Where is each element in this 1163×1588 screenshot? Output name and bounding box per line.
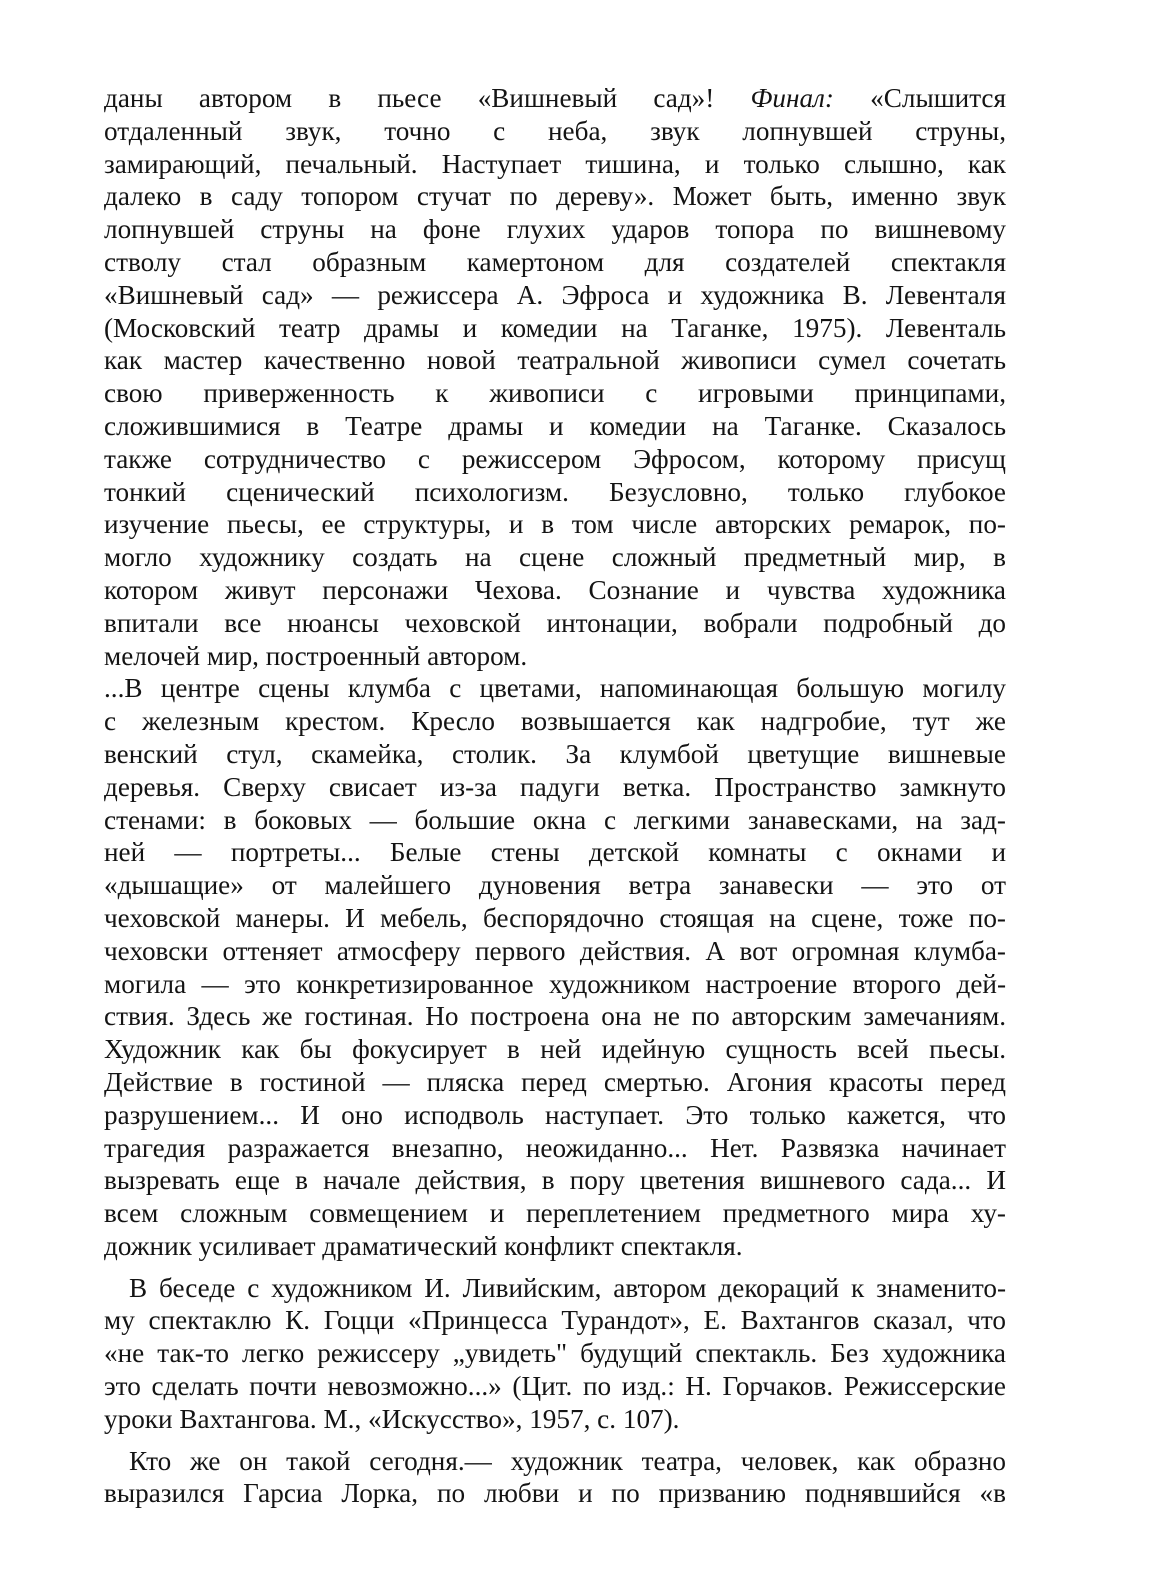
text-line: [104, 82, 1006, 115]
italic-word: Финал:: [750, 83, 834, 113]
text-line: лопнувшей струны на фоне глухих ударов топора по вишневому: [104, 214, 1006, 245]
text-line: разрушением... И оно исподволь наступает. Это только кажется, что: [104, 1099, 1006, 1130]
text-line: ...В центре сцены клумба с цветами, напоминающая большую могилу: [104, 673, 1006, 704]
text-line: дожник усиливает драматический конфликт спектакля.: [104, 1230, 743, 1261]
text-line: замирающий, печальный. Наступает тишина, и только слышно, как: [104, 148, 1006, 179]
text-line: уроки Вахтангова. М., «Искусство», 1957, с. 107).: [104, 1403, 680, 1434]
text-line: отдаленный звук, точно с неба, звук лопнувшей струны,: [104, 115, 1006, 146]
text-line: чеховски оттеняет атмосферу первого действия. А вот огромная клумба-: [104, 935, 1006, 966]
text-line: свою приверженность к живописи с игровыми принципами,: [104, 378, 1006, 409]
text-line: «дышащие» от малейшего дуновения ветра занавески — это от: [104, 870, 1006, 901]
text-line: далеко в саду топором стучат по дереву». Может быть, именно звук: [104, 181, 1006, 212]
text-line: могила — это конкретизированное художником настроение второго дей-: [104, 968, 1006, 999]
text-fragment: «Слышится: [833, 83, 1006, 113]
paragraph-1: [104, 82, 1006, 672]
text-line: венский стул, скамейка, столик. За клумбой цветущие вишневые: [104, 738, 1006, 769]
document-page: [104, 82, 1006, 1510]
text-line: могло художнику создать на сцене сложный предметный мир, в: [104, 542, 1006, 573]
text-line: стенами: в боковых — большие окна с легкими занавесками, на зад-: [104, 804, 1006, 835]
text-line: трагедия разражается внезапно, неожиданно... Нет. Развязка начинает: [104, 1132, 1006, 1163]
text-line: «не так-то легко режиссеру „увидеть" будущий спектакль. Без художника: [104, 1338, 1006, 1369]
text-line: Кто же он такой сегодня.— художник театра, человек, как образно: [129, 1445, 1006, 1476]
text-line: (Московский театр драмы и комедии на Таганке, 1975). Левенталь: [104, 312, 1006, 343]
text-line: вызревать еще в начале действия, в пору цветения вишневого сада... И: [104, 1165, 1006, 1196]
text-line: впитали все нюансы чеховской интонации, вобрали подробный до: [104, 607, 1006, 638]
paragraph-4: [104, 1445, 1006, 1511]
text-line: «Вишневый сад» — режиссера А. Эфроса и художника В. Левенталя: [104, 279, 1006, 310]
text-line: ствия. Здесь же гостиная. Но построена она не по авторским замечаниям.: [104, 1001, 1006, 1032]
text-line: также сотрудничество с режиссером Эфросом, которому присущ: [104, 443, 1006, 474]
text-line: всем сложным совмещением и переплетением предметного мира ху-: [104, 1198, 1006, 1229]
paragraph-2: [104, 672, 1006, 1262]
text-line: чеховской манеры. И мебель, беспорядочно стоящая на сцене, тоже по-: [104, 902, 1006, 933]
text-line: как мастер качественно новой театральной живописи сумел сочетать: [104, 345, 1006, 376]
text-line: му спектаклю К. Гоцци «Принцесса Турандот», Е. Вахтангов сказал, что: [104, 1305, 1006, 1336]
text-line: ней — портреты... Белые стены детской комнаты с окнами и: [104, 837, 1006, 868]
text-line: Художник как бы фокусирует в ней идейную сущность всей пьесы.: [104, 1034, 1006, 1065]
text-line: котором живут персонажи Чехова. Сознание и чувства художника: [104, 574, 1006, 605]
text-line: выразился Гарсиа Лорка, по любви и по призванию поднявшийся «в: [104, 1478, 1006, 1509]
text-line: изучение пьесы, ее структуры, и в том числе авторских ремарок, по-: [104, 509, 1006, 540]
paragraph-spacer: [104, 1436, 1006, 1445]
paragraph-spacer: [104, 1263, 1006, 1272]
text-line: В беседе с художником И. Ливийским, автором декораций к знаменито-: [129, 1272, 1006, 1303]
text-line: тонкий сценический психологизм. Безусловно, только глубокое: [104, 476, 1006, 507]
text-fragment: даны автором в пьесе «Вишневый сад»!: [104, 83, 751, 113]
paragraph-3: [104, 1272, 1006, 1436]
text-line: мелочей мир, построенный автором.: [104, 640, 528, 671]
text-line: деревья. Сверху свисает из-за падуги ветка. Пространство замкнуто: [104, 771, 1006, 802]
text-line: стволу стал образным камертоном для создателей спектакля: [104, 246, 1006, 277]
text-line: Действие в гостиной — пляска перед смертью. Агония красоты перед: [104, 1066, 1006, 1097]
text-line: это сделать почти невозможно...» (Цит. по изд.: Н. Горчаков. Режиссерские: [104, 1371, 1006, 1402]
text-line: сложившимися в Театре драмы и комедии на Таганке. Сказалось: [104, 410, 1006, 441]
text-line: с железным крестом. Кресло возвышается как надгробие, тут же: [104, 706, 1006, 737]
